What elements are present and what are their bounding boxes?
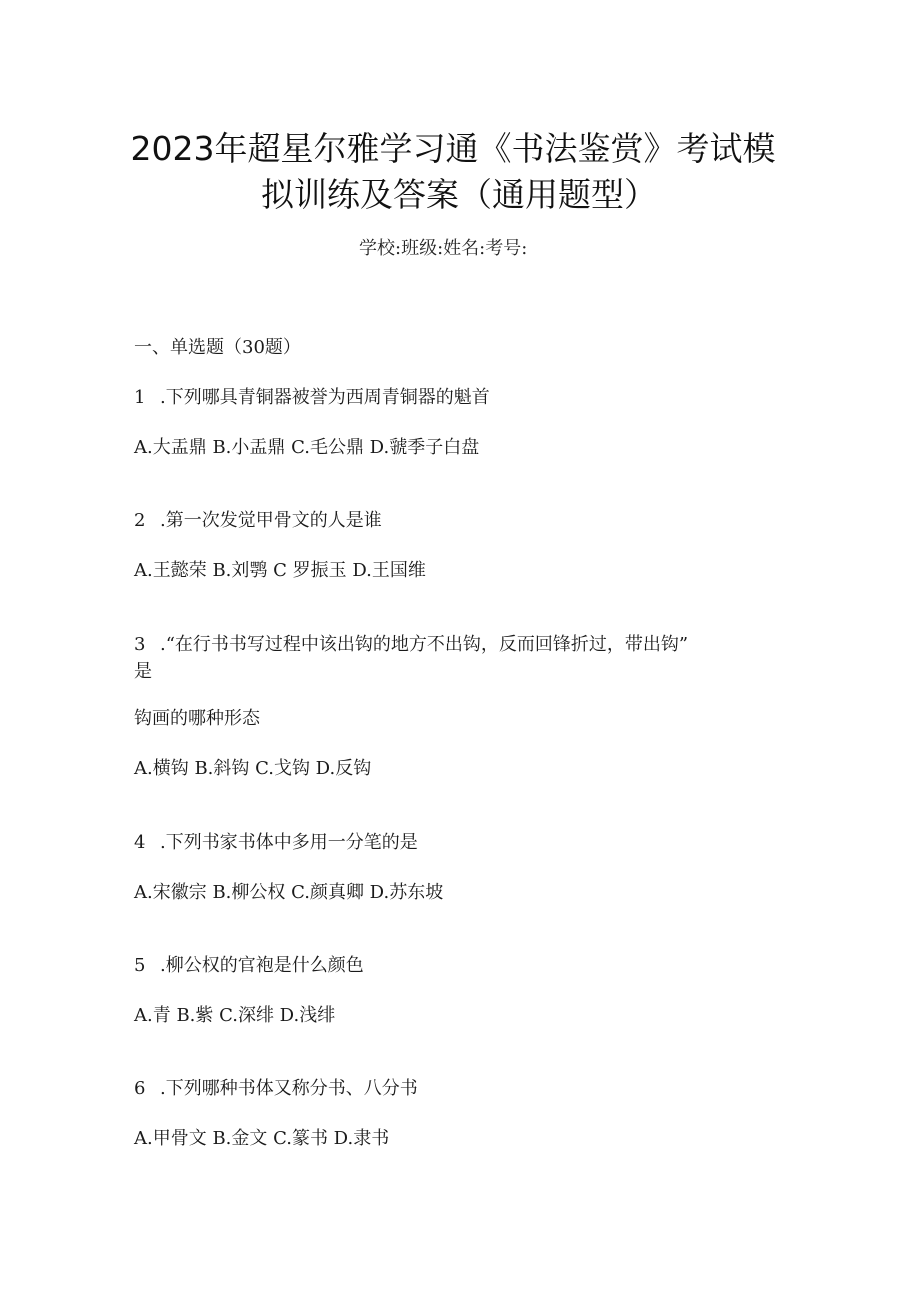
question-text: .下列哪具青铜器被誉为西周青铜器的魁首 [160,387,490,408]
question-3-options: A.横钩 B.斜钩 C.戈钩 D.反钩 [134,758,372,779]
question-4-options: A.宋徽宗 B.柳公权 C.颜真卿 D.苏东坡 [134,882,444,903]
document-title-line-1: 2023年超星尔雅学习通《书法鉴赏》考试模 [130,129,776,168]
question-5-stem [134,953,364,979]
section-heading: 一、单选题（30题） [134,337,301,358]
question-1-stem [134,385,490,411]
question-text: .“在行书书写过程中该出钩的地方不出钩，反而回锋折过，带出钩” [160,634,689,655]
question-3-stem-continuation: 是 [134,661,152,682]
question-number: 5 [134,955,146,976]
question-number: 3 [134,634,146,655]
student-info-line: 学校:班级:姓名:考号: [359,238,528,259]
question-text: .下列哪种书体又称分书、八分书 [160,1078,418,1099]
document-title-line-2: 拟训练及答案（通用题型） [261,175,657,214]
question-4-stem [134,830,418,856]
question-3-stem-continuation-2: 钩画的哪种形态 [134,708,260,729]
question-6-stem [134,1076,418,1102]
question-text: .第一次发觉甲骨文的人是谁 [160,510,382,531]
question-5-options: A.青 B.紫 C.深绯 D.浅绯 [134,1005,336,1026]
question-number: 6 [134,1078,146,1099]
question-2-stem [134,508,382,534]
question-2-options: A.王懿荣 B.刘鹗 C 罗振玉 D.王国维 [134,560,426,581]
question-text: .柳公权的官袍是什么颜色 [160,955,364,976]
question-text: .下列书家书体中多用一分笔的是 [160,832,418,853]
question-number: 1 [134,387,146,408]
question-6-options: A.甲骨文 B.金文 C.篆书 D.隶书 [134,1128,390,1149]
question-number: 2 [134,510,146,531]
question-number: 4 [134,832,146,853]
question-1-options: A.大盂鼎 B.小盂鼎 C.毛公鼎 D.虢季子白盘 [134,437,480,458]
question-3-stem [134,632,688,658]
